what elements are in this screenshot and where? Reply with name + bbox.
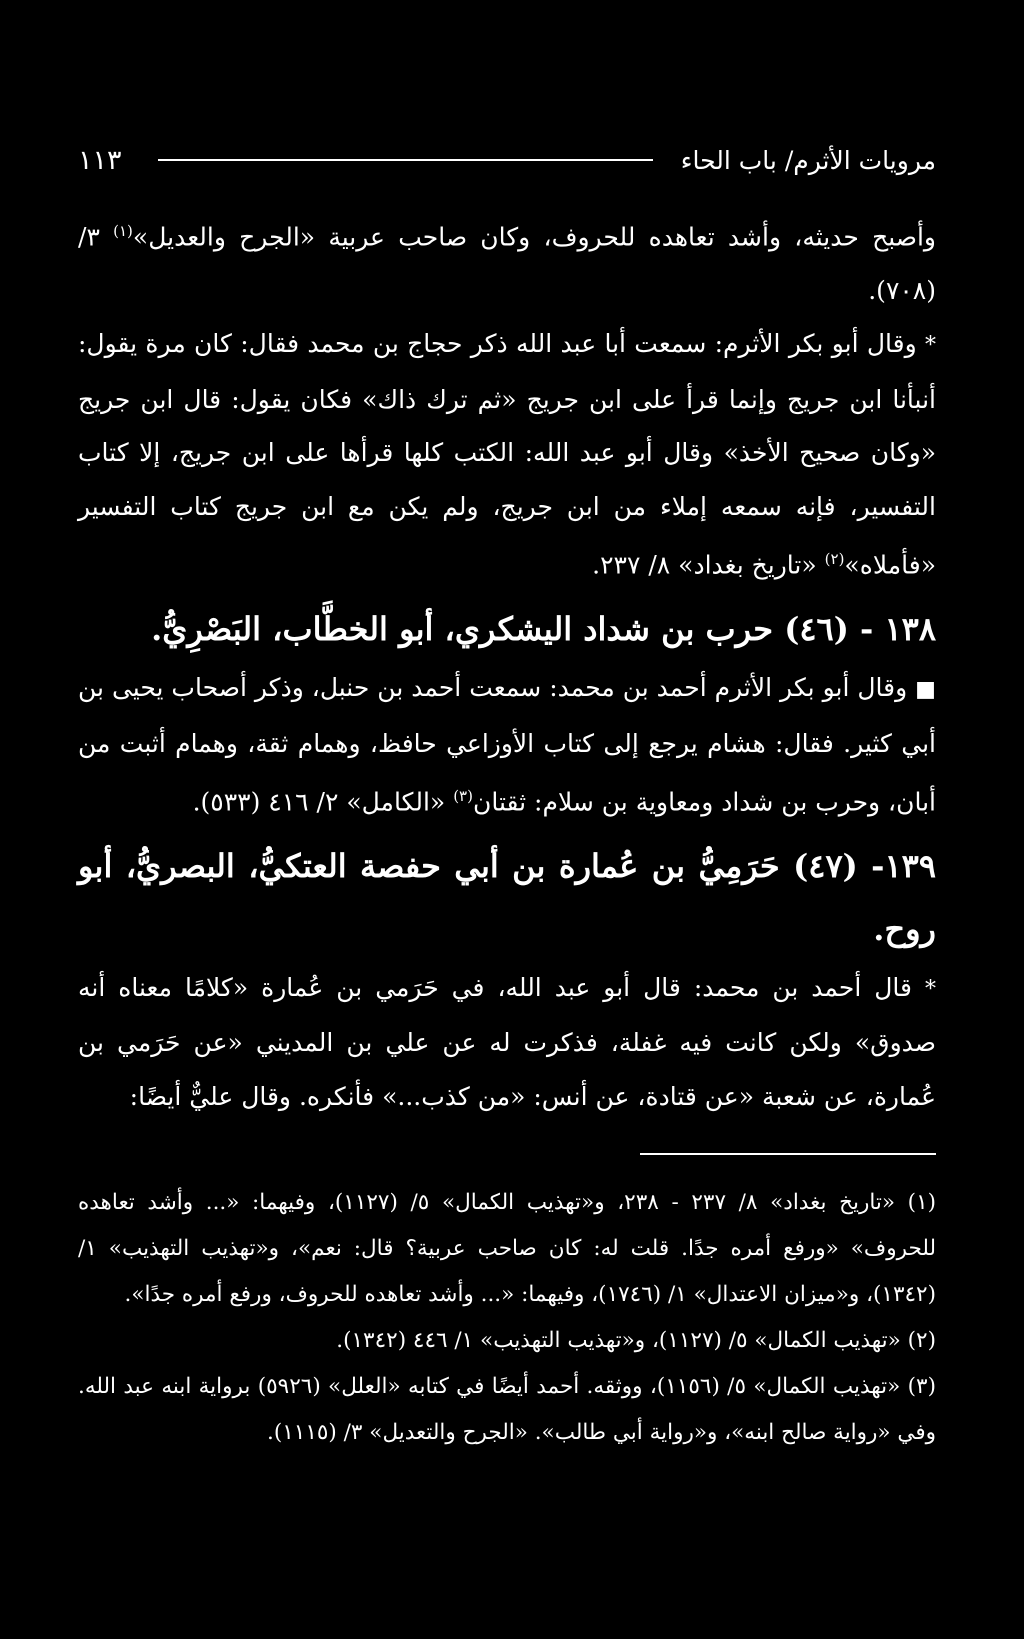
footnote-ref-3: (٣) [453,787,473,806]
paragraph-4 [78,961,936,1124]
footnote-3: (٣) «تهذيب الكمال» ٥/ (١١٥٦)، ووثقه. أحمد أيضًا في كتابه «العلل» (٥٩٢٦) برواية ابنه عبد الله. وفي «رواية صالح ابنه»، و«رواية أبي طالب». «الجرح والتعديل» ٣/ (١١١٥). [78,1374,936,1445]
paragraph-1-citation: ٣/ (٧٠٨). [78,222,936,305]
paragraph-4-text: قال أحمد بن محمد: قال أبو عبد الله، في حَرَمي بن عُمارة «كلامًا معناه أنه صدوق» ولكن كانت فيه غفلة، فذكرت له عن علي بن المديني «عن حَرَمي بن عُمارة، عن شعبة «عن قتادة، عن أنس: «من كذب...» فأنكره. وقال عليٌّ أيضًا: [78,972,936,1111]
paragraph-3-text: وقال أبو بكر الأثرم أحمد بن محمد: سمعت أحمد بن حنبل، وذكر أصحاب يحيى بن أبي كثير. فقال: هشام يرجع إلى كتاب الأوزاعي حافظ، وهمام ثقة، وهمام أثبت من أبان، وحرب بن شداد ومعاوية بن سلام: ثقتان [78,673,936,817]
asterisk-marker: * [925,333,937,359]
footnotes [78,1180,936,1456]
entry-heading-139: ١٣٩- (٤٧) حَرَمِيُّ بن عُمارة بن أبي حفصة العتكيُّ، البصريُّ، أبو روح. [78,846,937,948]
paragraph-1 [78,205,936,317]
main-text [78,205,936,1123]
paragraph-3-citation: «الكامل» ٢/ ٤١٦ (٥٣٣). [192,787,446,817]
paragraph-2 [78,317,936,592]
asterisk-marker: * [925,976,936,1002]
header-rule [158,159,653,161]
entry-heading-138: ١٣٨ - (٤٦) حرب بن شداد اليشكري، أبو الخطَّاب، البَصْرِيُّ. [151,610,936,649]
footnote-ref-2: (٢) [824,550,845,569]
page-header [78,138,936,182]
footnote-separator [640,1153,936,1155]
running-title: مرويات الأثرم/ باب الحاء [680,145,936,175]
page-number: ١١٣ [78,144,122,176]
footnote-2: (٢) «تهذيب الكمال» ٥/ (١١٢٧)، و«تهذيب التهذيب» ١/ ٤٤٦ (١٣٤٢). [336,1328,936,1353]
paragraph-2-text: وقال أبو بكر الأثرم: سمعت أبا عبد الله ذكر حجاج بن محمد فقال: كان مرة يقول: أنبأنا ابن جريج وإنما قرأ على ابن جريج «ثم ترك ذاك» فكان يقول: قال ابن جريج «وكان صحيح الأخذ» وقال أبو عبد الله: الكتب كلها قرأها على ابن جريج، إلا كتاب التفسير، فإنه سمعه إملاء من ابن جريج، ولم يكن مع ابن جريج كتاب التفسير «فأملاه» [78,329,936,580]
paragraph-3 [78,661,936,829]
paragraph-1-text: وأصبح حديثه، وأشد تعاهده للحروف، وكان صاحب عربية «الجرح والعديل» [132,222,936,252]
paragraph-2-citation: «تاريخ بغداد» ٨/ ٢٣٧. [592,550,817,580]
footnote-1: (١) «تاريخ بغداد» ٨/ ٢٣٧ - ٢٣٨، و«تهذيب الكمال» ٥/ (١١٢٧)، وفيهما: «... وأشد تعاهده للحروف» «ورفع أمره جدًا. قلت له: كان صاحب عربية؟ قال: نعم»، و«تهذيب التهذيب» ١/ (١٣٤٢)، و«ميزان الاعتدال» ١/ (١٧٤٦)، وفيهما: «... وأشد تعاهده للحروف، ورفع أمره جدًا». [78,1190,937,1307]
footnote-ref-1: (١) [113,222,133,240]
square-marker: ■ [915,677,936,703]
